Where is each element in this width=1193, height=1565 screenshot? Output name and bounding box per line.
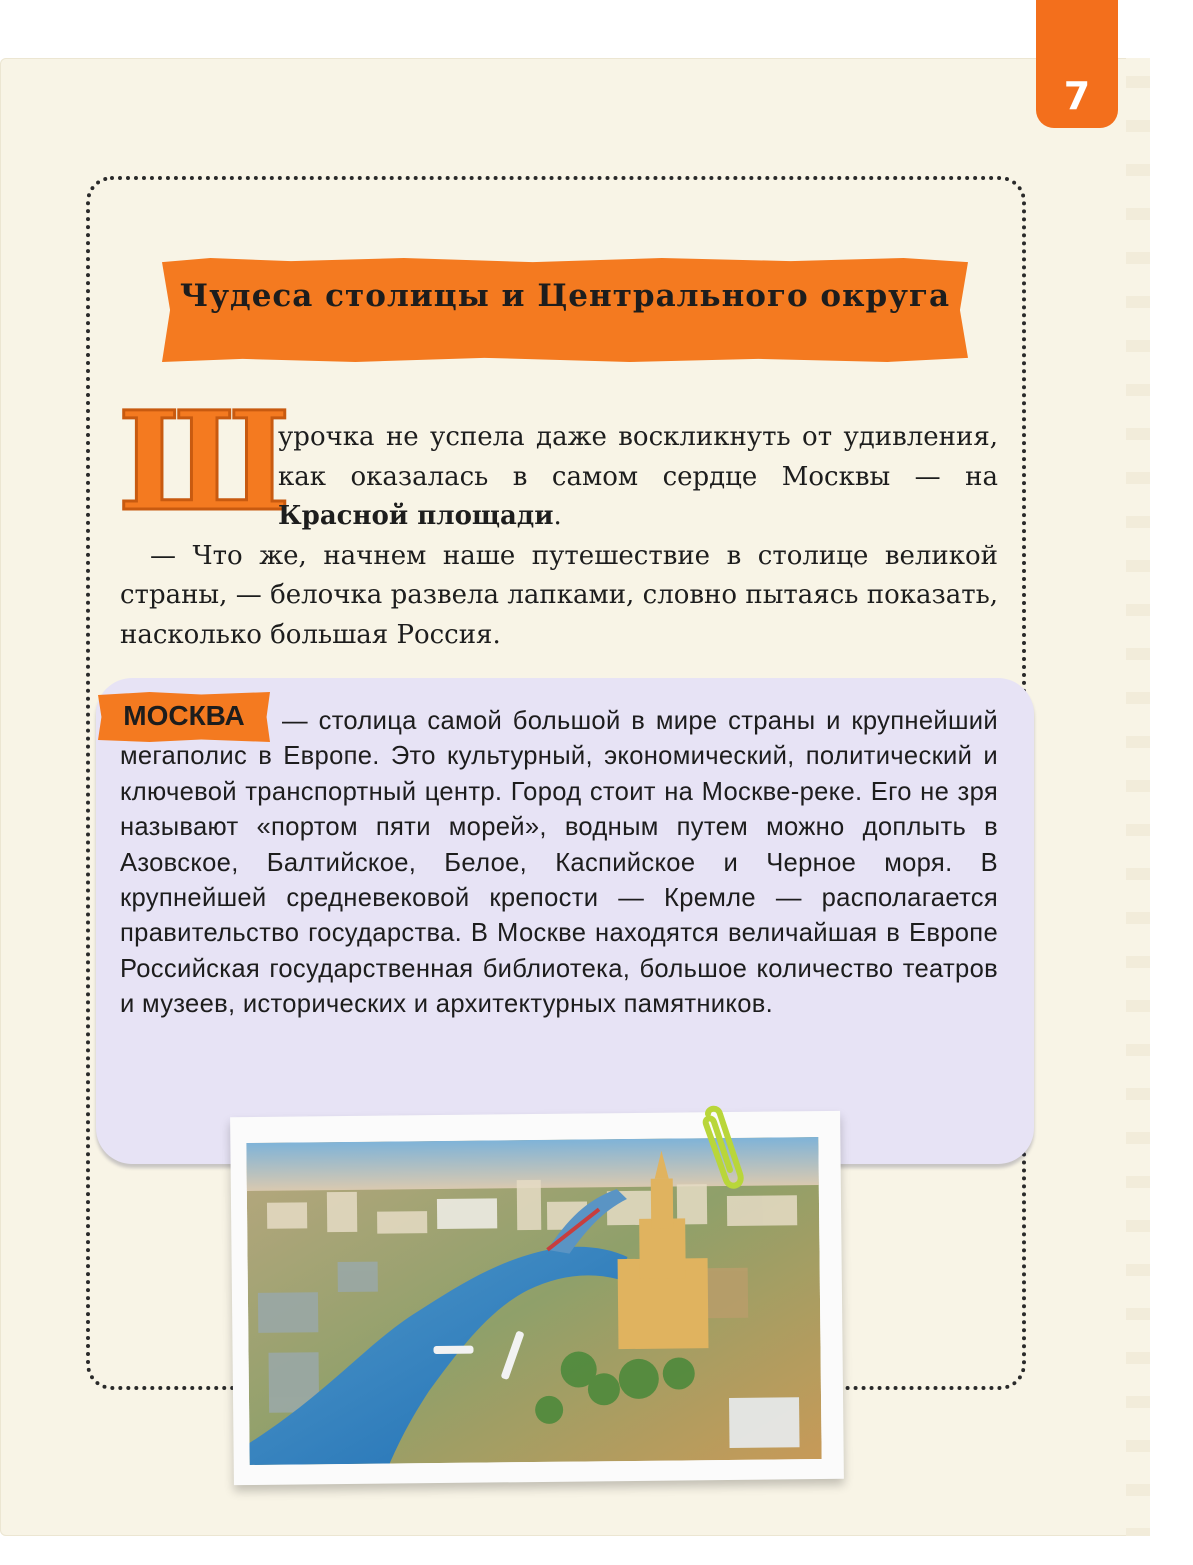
story-paragraph-1 [120, 418, 998, 537]
dropcap-letter: Ш [118, 382, 291, 542]
paperclip-icon [684, 1104, 754, 1192]
torn-edge [1126, 58, 1150, 1536]
story-paragraph-2: — Что же, начнем наше путешествие в столице великой страны, — белочка развела лапками, словно пытаясь показать, насколько большая Россия. [120, 540, 998, 650]
page-title: Чудеса столицы и Центрального округа [179, 278, 951, 314]
moskva-label: МОСКВА [123, 700, 245, 731]
story-p1-end: . [553, 501, 562, 532]
story-text [120, 418, 998, 656]
red-square-bold: Красной площади [278, 501, 554, 532]
page-number: 7 [1063, 74, 1091, 118]
info-text [120, 704, 998, 1023]
story-p1-start: урочка не успела даже воскликнуть от удивления, как оказалась в самом сердце Москвы — на [278, 422, 998, 492]
info-body: — столица самой большой в мире страны и крупнейший мегаполис в Европе. Это культурный, экономический, политический и ключевой транспортный центр. Город стоит на Москве-реке. Его не зря называют «портом пяти морей», водным путем можно доплыть в Азовское, Балтийское, Белое, Каспийское и Черное моря. В крупнейшей средневековой крепости — Кремле — располагается правительство государства. В Москве находятся величайшая в Европе Российская государственная библиотека, большое количество театров и музеев, исторических и архитектурных памятников. [120, 707, 998, 1019]
